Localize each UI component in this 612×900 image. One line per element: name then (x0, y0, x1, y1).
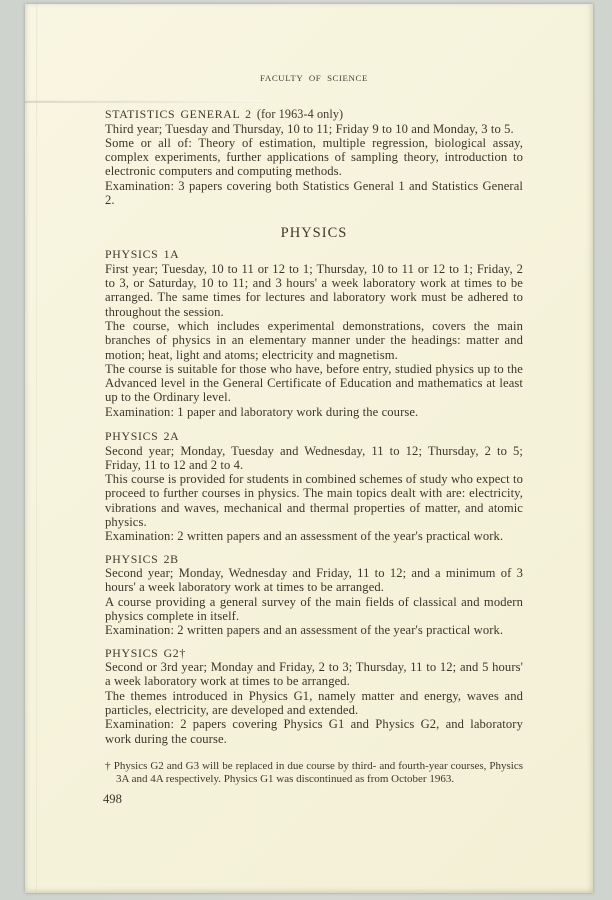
course-schedule: Third year; Tuesday and Thursday, 10 to 11; Friday 9 to 10 and Monday, 3 to 5. (105, 121, 514, 136)
text-block (105, 4, 523, 807)
course-title (105, 107, 523, 122)
footnote-text: Physics G2 and G3 will be replaced in due course by third- and fourth-year courses, Physics 3A and 4A respectively. Physics G1 was discontinued as from October 1963. (113, 759, 524, 786)
course-examination: Examination: 3 papers covering both Statistics General 1 and Statistics General 2. (105, 178, 523, 207)
course-title: PHYSICS 2B (105, 551, 179, 566)
course-description: The course is suitable for those who have, before entry, studied physics up to the Advanced level in the General Certificate of Education and mathematics at least up to the Ordinary level. (105, 361, 523, 405)
footnote-dagger-marker: † (105, 759, 111, 772)
running-head: FACULTY OF SCIENCE (260, 73, 368, 83)
course-section-physics-1a (105, 247, 523, 419)
course-description: A course providing a general survey of the main fields of classical and modern physics complete in itself. (105, 594, 523, 624)
book-page (25, 4, 593, 893)
course-section-physics-g2 (105, 646, 523, 746)
course-description: This course is provided for students in combined schemes of study who expect to proceed to further courses in physics. The main topics dealt with are: electricity, vibrations and waves, mechanical and thermal properties of matter, and atomic physics. (105, 472, 523, 530)
course-description: The themes introduced in Physics G1, namely matter and energy, waves and particles, electricity, are developed and extended. (105, 688, 523, 717)
course-description: Some or all of: Theory of estimation, multiple regression, biological assay, complex experiments, further applications of sampling theory, introduction to electronic computers and computing methods. (105, 135, 523, 179)
course-title: PHYSICS G2† (105, 645, 186, 660)
course-section-physics-2b (105, 552, 523, 638)
course-examination: Examination: 2 papers covering Physics G1 and Physics G2, and laboratory work during the course. (105, 717, 523, 746)
course-section-physics-2a (105, 429, 523, 544)
footnote (105, 760, 523, 786)
course-title: PHYSICS 1A (105, 247, 180, 262)
course-description: The course, which includes experimental demonstrations, covers the main branches of physics in an elementary manner under the headings: matter and motion; heat, light and atoms; electricity and magnetism. (105, 318, 523, 362)
course-title: PHYSICS 2A (105, 429, 180, 444)
course-section-statistics-general-2 (105, 107, 523, 207)
course-schedule: Second year; Monday, Tuesday and Wednesday, 11 to 12; Thursday, 2 to 5; Friday, 11 to 12 and 2 to 4. (105, 443, 523, 472)
section-heading-physics: PHYSICS (280, 225, 348, 242)
course-title-qualifier: (for 1963-4 only) (256, 107, 344, 121)
page-number: 498 (103, 792, 122, 807)
course-schedule: Second or 3rd year; Monday and Friday, 2 to 3; Thursday, 11 to 12; and 5 hours' a week laboratory work at times to be arranged. (105, 660, 523, 689)
paper-crease-vertical (36, 4, 38, 893)
course-title-text: STATISTICS GENERAL 2 (105, 107, 252, 121)
course-examination: Examination: 2 written papers and an assessment of the year's practical work. (105, 623, 504, 638)
course-schedule: First year; Tuesday, 10 to 11 or 12 to 1; Thursday, 10 to 11 or 12 to 1; Friday, 2 to 3, or Saturday, 10 to 11; and 3 hours' a week laboratory work at times to be arranged. The same times for lectures and laboratory work must be adhered to throughout the session. (105, 261, 523, 319)
course-examination: Examination: 2 written papers and an assessment of the year's practical work. (105, 529, 504, 544)
course-schedule: Second year; Monday, Wednesday and Friday, 11 to 12; and a minimum of 3 hours' a week laboratory work at times to be arranged. (105, 566, 523, 595)
course-examination: Examination: 1 paper and laboratory work during the course. (105, 404, 419, 419)
